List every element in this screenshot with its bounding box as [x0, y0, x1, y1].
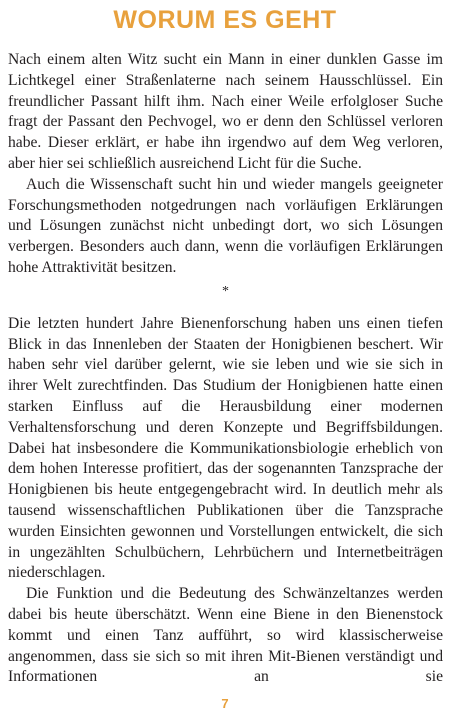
chapter-heading: WORUM ES GEHT [113, 6, 337, 34]
paragraph-3: Die letzten hundert Jahre Bienenforschung haben uns einen tiefen Blick in das Innenleben der Staaten der Honigbienen beschert. Wir haben sehr viel darüber gelernt, wie sie leben und wie sie sich in ihrer Welt zurechtfinden. Das Studium der Honigbienen hatte einen starken Einfluss auf die Herausbildung einer modernen Verhaltensforschung und deren Konzepte und Begriffsbildungen. Dabei hat insbesondere die Kommunikationsbiologie erheblich von dem hohen Interesse profitiert, das der sogenannten Tanzsprache der Honigbienen bis heute entgegengebracht wird. In deutlich mehr als tausend wissenschaftlichen Publikationen über die Tanzsprache wurden Einsichten gewonnen und Vorstellungen entwickelt, die sich in ungezählten Schulbüchern, Lehrbüchern und Internetbeiträgen niederschlagen. [8, 314, 443, 582]
paragraph-4: Die Funktion und die Bedeutung des Schwänzeltanzes werden dabei bis heute überschätzt. Wenn eine Biene in den Bienenstock kommt und einen Tanz aufführt, so wird klassischerweise angenommen, dass sie sich so mit ihren Mit-Bienen verständigt und Informationen an sie [8, 585, 443, 686]
body-text [8, 50, 443, 688]
paragraph-2: Auch die Wissenschaft sucht hin und wieder mangels geeigneter Forschungsmethoden notgedrungen nach vorläufigen Erklärungen und Lösungen zunächst nicht unbedingt dort, wo sich Lösungen verbergen. Besonders auch dann, wenn die vorläufigen Erklärungen hohe Attraktivität besitzen. [8, 175, 443, 276]
page-number: 7 [221, 696, 229, 711]
section-separator: * [222, 283, 229, 299]
paragraph-1: Nach einem alten Witz sucht ein Mann in einer dunklen Gasse im Lichtkegel einer Straßenlaterne nach seinem Hausschlüssel. Ein freundlicher Passant hilft ihm. Nach einer Weile erfolgloser Suche fragt der Passant den Pechvogel, wo er denn den Schlüssel verloren habe. Dieser erklärt, er habe ihn irgendwo auf dem Weg verloren, aber hier sei schließlich ausreichend Licht für die Suche. [8, 51, 443, 172]
